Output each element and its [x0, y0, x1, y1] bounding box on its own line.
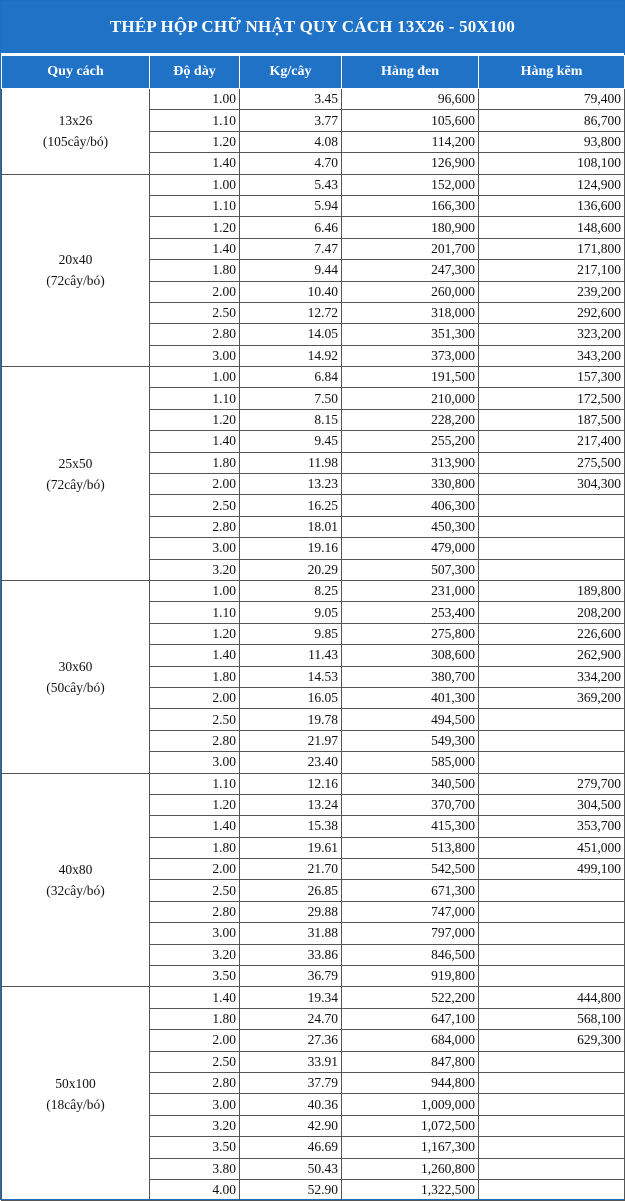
cell-black-price: 585,000 [342, 752, 479, 773]
cell-thickness: 2.50 [150, 880, 240, 901]
cell-galvanized-price [479, 1094, 625, 1115]
cell-galvanized-price: 239,200 [479, 281, 625, 302]
cell-weight: 3.77 [240, 110, 342, 131]
cell-thickness: 1.40 [150, 816, 240, 837]
cell-weight: 31.88 [240, 923, 342, 944]
cell-thickness: 4.00 [150, 1179, 240, 1200]
cell-thickness: 2.50 [150, 1051, 240, 1072]
cell-thickness: 2.80 [150, 730, 240, 751]
cell-galvanized-price [479, 1179, 625, 1200]
cell-weight: 29.88 [240, 901, 342, 922]
cell-galvanized-price [479, 495, 625, 516]
cell-galvanized-price: 217,400 [479, 431, 625, 452]
cell-black-price: 542,500 [342, 859, 479, 880]
cell-galvanized-price: 444,800 [479, 987, 625, 1008]
cell-weight: 37.79 [240, 1072, 342, 1093]
cell-weight: 8.15 [240, 409, 342, 430]
cell-weight: 4.70 [240, 153, 342, 174]
cell-thickness: 1.00 [150, 89, 240, 110]
cell-thickness: 2.80 [150, 324, 240, 345]
cell-galvanized-price: 86,700 [479, 110, 625, 131]
cell-weight: 12.72 [240, 302, 342, 323]
cell-weight: 16.25 [240, 495, 342, 516]
cell-black-price: 513,800 [342, 837, 479, 858]
cell-thickness: 2.50 [150, 495, 240, 516]
spec-size: 30x60 [58, 658, 93, 674]
cell-weight: 27.36 [240, 1030, 342, 1051]
table-row [2, 89, 625, 110]
cell-thickness: 1.10 [150, 110, 240, 131]
cell-black-price: 479,000 [342, 538, 479, 559]
cell-black-price: 747,000 [342, 901, 479, 922]
cell-galvanized-price: 262,900 [479, 645, 625, 666]
cell-galvanized-price [479, 538, 625, 559]
cell-black-price: 260,000 [342, 281, 479, 302]
cell-weight: 15.38 [240, 816, 342, 837]
cell-black-price: 406,300 [342, 495, 479, 516]
table-body [2, 89, 625, 1201]
table-header [2, 56, 625, 89]
spec-size: 13x26 [58, 113, 93, 129]
cell-black-price: 684,000 [342, 1030, 479, 1051]
cell-black-price: 180,900 [342, 217, 479, 238]
cell-black-price: 846,500 [342, 944, 479, 965]
cell-thickness: 1.20 [150, 794, 240, 815]
cell-galvanized-price: 172,500 [479, 388, 625, 409]
header-thickness: Độ dày [150, 56, 240, 89]
cell-black-price: 114,200 [342, 131, 479, 152]
cell-thickness: 1.00 [150, 580, 240, 601]
cell-galvanized-price [479, 752, 625, 773]
cell-black-price: 313,900 [342, 452, 479, 473]
cell-thickness: 1.00 [150, 174, 240, 195]
table-row [2, 174, 625, 195]
cell-thickness: 2.80 [150, 1072, 240, 1093]
cell-thickness: 1.10 [150, 773, 240, 794]
cell-galvanized-price: 157,300 [479, 367, 625, 388]
cell-black-price: 275,800 [342, 623, 479, 644]
cell-thickness: 2.00 [150, 859, 240, 880]
spec-size: 50x100 [55, 1075, 96, 1091]
cell-black-price: 1,009,000 [342, 1094, 479, 1115]
cell-thickness: 2.00 [150, 474, 240, 495]
cell-galvanized-price: 187,500 [479, 409, 625, 430]
cell-weight: 13.23 [240, 474, 342, 495]
cell-thickness: 1.20 [150, 623, 240, 644]
spec-size: 40x80 [58, 861, 93, 877]
cell-black-price: 373,000 [342, 345, 479, 366]
cell-weight: 9.44 [240, 260, 342, 281]
cell-weight: 10.40 [240, 281, 342, 302]
cell-galvanized-price: 369,200 [479, 687, 625, 708]
cell-thickness: 1.80 [150, 260, 240, 281]
cell-black-price: 370,700 [342, 794, 479, 815]
cell-galvanized-price: 226,600 [479, 623, 625, 644]
cell-galvanized-price: 208,200 [479, 602, 625, 623]
cell-galvanized-price [479, 1072, 625, 1093]
header-black-price: Hàng đen [342, 56, 479, 89]
cell-galvanized-price [479, 559, 625, 580]
table-row [2, 773, 625, 794]
cell-galvanized-price: 279,700 [479, 773, 625, 794]
spec-bundle: (18cây/bó) [46, 1096, 105, 1112]
cell-black-price: 380,700 [342, 666, 479, 687]
cell-galvanized-price: 343,200 [479, 345, 625, 366]
cell-black-price: 201,700 [342, 238, 479, 259]
cell-weight: 14.05 [240, 324, 342, 345]
cell-black-price: 340,500 [342, 773, 479, 794]
cell-thickness: 3.20 [150, 559, 240, 580]
cell-weight: 8.25 [240, 580, 342, 601]
spec-bundle: (105cây/bó) [42, 134, 109, 150]
cell-weight: 13.24 [240, 794, 342, 815]
cell-thickness: 2.00 [150, 687, 240, 708]
cell-black-price: 450,300 [342, 516, 479, 537]
cell-black-price: 231,000 [342, 580, 479, 601]
cell-thickness: 2.00 [150, 1030, 240, 1051]
cell-thickness: 3.20 [150, 944, 240, 965]
cell-weight: 50.43 [240, 1158, 342, 1179]
cell-galvanized-price: 217,100 [479, 260, 625, 281]
cell-black-price: 944,800 [342, 1072, 479, 1093]
cell-thickness: 1.10 [150, 602, 240, 623]
table-row [2, 987, 625, 1008]
cell-galvanized-price [479, 880, 625, 901]
cell-thickness: 2.50 [150, 302, 240, 323]
cell-thickness: 1.10 [150, 195, 240, 216]
cell-thickness: 1.40 [150, 645, 240, 666]
cell-galvanized-price [479, 1051, 625, 1072]
cell-galvanized-price [479, 923, 625, 944]
cell-thickness: 2.80 [150, 901, 240, 922]
header-weight: Kg/cây [240, 56, 342, 89]
cell-thickness: 3.00 [150, 923, 240, 944]
cell-weight: 52.90 [240, 1179, 342, 1200]
cell-galvanized-price: 148,600 [479, 217, 625, 238]
cell-galvanized-price [479, 1137, 625, 1158]
cell-thickness: 3.00 [150, 752, 240, 773]
cell-black-price: 191,500 [342, 367, 479, 388]
cell-galvanized-price [479, 730, 625, 751]
cell-black-price: 647,100 [342, 1008, 479, 1029]
cell-spec [2, 367, 150, 581]
header-galvanized-price: Hàng kẽm [479, 56, 625, 89]
cell-thickness: 1.40 [150, 153, 240, 174]
cell-thickness: 3.00 [150, 538, 240, 559]
cell-thickness: 3.00 [150, 345, 240, 366]
cell-thickness: 1.40 [150, 431, 240, 452]
cell-black-price: 210,000 [342, 388, 479, 409]
cell-weight: 46.69 [240, 1137, 342, 1158]
cell-thickness: 1.40 [150, 238, 240, 259]
cell-galvanized-price: 108,100 [479, 153, 625, 174]
cell-weight: 11.43 [240, 645, 342, 666]
cell-weight: 19.34 [240, 987, 342, 1008]
cell-thickness: 1.80 [150, 837, 240, 858]
cell-spec [2, 89, 150, 175]
cell-thickness: 2.80 [150, 516, 240, 537]
cell-galvanized-price [479, 1115, 625, 1136]
cell-weight: 18.01 [240, 516, 342, 537]
cell-weight: 9.05 [240, 602, 342, 623]
cell-galvanized-price: 568,100 [479, 1008, 625, 1029]
cell-galvanized-price: 323,200 [479, 324, 625, 345]
cell-thickness: 1.80 [150, 666, 240, 687]
cell-black-price: 318,000 [342, 302, 479, 323]
cell-black-price: 96,600 [342, 89, 479, 110]
cell-black-price: 671,300 [342, 880, 479, 901]
cell-weight: 11.98 [240, 452, 342, 473]
cell-black-price: 330,800 [342, 474, 479, 495]
cell-thickness: 1.40 [150, 987, 240, 1008]
cell-weight: 5.43 [240, 174, 342, 195]
spec-bundle: (72cây/bó) [46, 273, 105, 289]
cell-thickness: 1.20 [150, 217, 240, 238]
cell-weight: 23.40 [240, 752, 342, 773]
cell-weight: 3.45 [240, 89, 342, 110]
cell-thickness: 1.80 [150, 452, 240, 473]
cell-weight: 40.36 [240, 1094, 342, 1115]
cell-weight: 19.78 [240, 709, 342, 730]
cell-weight: 36.79 [240, 966, 342, 987]
cell-weight: 6.46 [240, 217, 342, 238]
cell-spec [2, 987, 150, 1201]
cell-weight: 14.92 [240, 345, 342, 366]
cell-weight: 7.47 [240, 238, 342, 259]
cell-black-price: 522,200 [342, 987, 479, 1008]
cell-weight: 9.85 [240, 623, 342, 644]
cell-weight: 21.70 [240, 859, 342, 880]
cell-black-price: 1,322,500 [342, 1179, 479, 1200]
table-row [2, 367, 625, 388]
cell-thickness: 3.50 [150, 1137, 240, 1158]
cell-weight: 21.97 [240, 730, 342, 751]
cell-weight: 7.50 [240, 388, 342, 409]
cell-galvanized-price: 136,600 [479, 195, 625, 216]
cell-galvanized-price: 304,500 [479, 794, 625, 815]
cell-weight: 19.16 [240, 538, 342, 559]
cell-galvanized-price: 451,000 [479, 837, 625, 858]
cell-spec [2, 580, 150, 773]
cell-black-price: 401,300 [342, 687, 479, 708]
cell-thickness: 1.20 [150, 131, 240, 152]
cell-black-price: 1,072,500 [342, 1115, 479, 1136]
cell-black-price: 166,300 [342, 195, 479, 216]
cell-galvanized-price [479, 901, 625, 922]
cell-black-price: 152,000 [342, 174, 479, 195]
cell-galvanized-price: 292,600 [479, 302, 625, 323]
cell-weight: 42.90 [240, 1115, 342, 1136]
cell-spec [2, 773, 150, 987]
cell-black-price: 247,300 [342, 260, 479, 281]
cell-thickness: 3.80 [150, 1158, 240, 1179]
cell-weight: 33.91 [240, 1051, 342, 1072]
cell-black-price: 255,200 [342, 431, 479, 452]
table-row [2, 580, 625, 601]
cell-galvanized-price: 79,400 [479, 89, 625, 110]
cell-black-price: 919,800 [342, 966, 479, 987]
cell-black-price: 126,900 [342, 153, 479, 174]
cell-black-price: 351,300 [342, 324, 479, 345]
header-spec: Quy cách [2, 56, 150, 89]
spec-size: 25x50 [58, 455, 93, 471]
cell-weight: 24.70 [240, 1008, 342, 1029]
spec-bundle: (72cây/bó) [46, 476, 105, 492]
cell-galvanized-price [479, 709, 625, 730]
cell-black-price: 1,260,800 [342, 1158, 479, 1179]
cell-thickness: 3.20 [150, 1115, 240, 1136]
cell-thickness: 1.10 [150, 388, 240, 409]
cell-galvanized-price: 189,800 [479, 580, 625, 601]
cell-galvanized-price [479, 944, 625, 965]
spec-size: 20x40 [58, 252, 93, 268]
cell-weight: 9.45 [240, 431, 342, 452]
cell-galvanized-price [479, 1158, 625, 1179]
cell-weight: 16.05 [240, 687, 342, 708]
cell-galvanized-price: 334,200 [479, 666, 625, 687]
cell-black-price: 308,600 [342, 645, 479, 666]
cell-thickness: 1.80 [150, 1008, 240, 1029]
cell-weight: 14.53 [240, 666, 342, 687]
cell-weight: 26.85 [240, 880, 342, 901]
spec-bundle: (32cây/bó) [46, 882, 105, 898]
cell-black-price: 507,300 [342, 559, 479, 580]
cell-black-price: 415,300 [342, 816, 479, 837]
cell-black-price: 1,167,300 [342, 1137, 479, 1158]
cell-thickness: 3.00 [150, 1094, 240, 1115]
cell-galvanized-price [479, 516, 625, 537]
cell-black-price: 797,000 [342, 923, 479, 944]
cell-thickness: 2.00 [150, 281, 240, 302]
cell-weight: 12.16 [240, 773, 342, 794]
cell-galvanized-price: 93,800 [479, 131, 625, 152]
cell-weight: 20.29 [240, 559, 342, 580]
cell-black-price: 105,600 [342, 110, 479, 131]
price-table [1, 55, 625, 1201]
cell-weight: 5.94 [240, 195, 342, 216]
cell-weight: 33.86 [240, 944, 342, 965]
cell-galvanized-price [479, 966, 625, 987]
cell-thickness: 1.20 [150, 409, 240, 430]
cell-galvanized-price: 629,300 [479, 1030, 625, 1051]
cell-black-price: 228,200 [342, 409, 479, 430]
cell-weight: 6.84 [240, 367, 342, 388]
cell-thickness: 3.50 [150, 966, 240, 987]
spec-bundle: (50cây/bó) [46, 679, 105, 695]
cell-galvanized-price: 499,100 [479, 859, 625, 880]
cell-galvanized-price: 275,500 [479, 452, 625, 473]
cell-weight: 19.61 [240, 837, 342, 858]
cell-black-price: 253,400 [342, 602, 479, 623]
cell-galvanized-price: 304,300 [479, 474, 625, 495]
cell-thickness: 1.00 [150, 367, 240, 388]
cell-black-price: 549,300 [342, 730, 479, 751]
cell-galvanized-price: 124,900 [479, 174, 625, 195]
cell-thickness: 2.50 [150, 709, 240, 730]
cell-weight: 4.08 [240, 131, 342, 152]
table-title: THÉP HỘP CHỮ NHẬT QUY CÁCH 13X26 - 50X100 [1, 1, 624, 55]
cell-spec [2, 174, 150, 367]
cell-galvanized-price: 353,700 [479, 816, 625, 837]
cell-galvanized-price: 171,800 [479, 238, 625, 259]
cell-black-price: 494,500 [342, 709, 479, 730]
cell-black-price: 847,800 [342, 1051, 479, 1072]
